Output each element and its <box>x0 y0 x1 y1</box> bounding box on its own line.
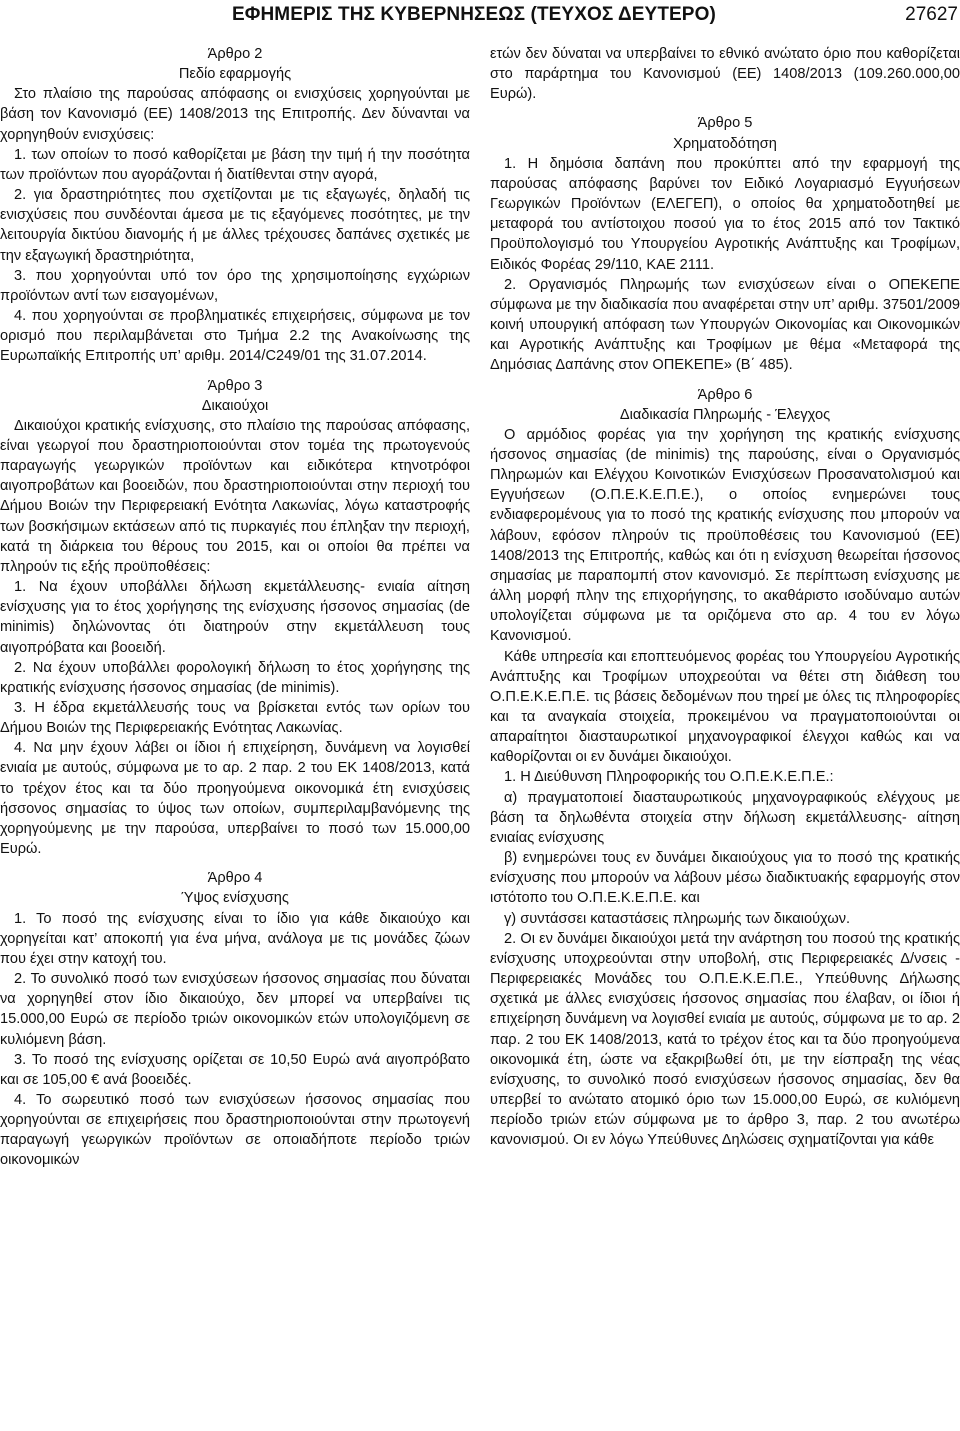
article-6-item-1c: γ) συντάσσει καταστάσεις πληρωμής των δικαιούχων. <box>504 910 851 927</box>
article-2-item-3: 3. που χορηγούνται υπό τον όρο της χρησιμοποίησης εγχώριων προϊόντων αντί των εισαγομένων, <box>0 267 470 304</box>
article-6-item-1b: β) ενημερώνει τους εν δυνάμει δικαιούχους για το ποσό της κρατικής ενίσχυσης που μπορούν να λάβουν μέσω διαδικτυακής εφαρμογής στον ιστότοπο του Ο.Π.Ε.Κ.Ε.Π.Ε. και <box>490 850 960 907</box>
article-2-title: Πεδίο εφαρμογής <box>178 66 292 83</box>
article-3-item-2: 2. Να έχουν υποβάλλει φορολογική δήλωση το έτος χορήγησης της κρατικής ενίσχυσης ήσσονος σημασίας (de minimis). <box>0 659 470 696</box>
article-3-item-4: 4. Να μην έχουν λάβει οι ίδιοι ή επιχείρηση, δυνάμενη να λογισθεί ενιαία με αυτούς, σύμφωνα με το αρ. 2 παρ. 2 του ΕΚ 1408/2013, κατά το τρέχον έτος και τα δύο προηγούμενα οικονομικά έτη ενισχύσεις ήσσονος σημασίας το ύψος των οποίων, συμπεριλαμβανόμενης της χορηγούμενης με την παρούσα, υπερβαίνει το ποσό των 15.000,00 Ευρώ. <box>0 740 470 858</box>
article-3-heading: Άρθρο 3 <box>207 377 263 394</box>
article-5-item-2: 2. Οργανισμός Πληρωμής των ενισχύσεων είναι ο ΟΠΕΚΕΠΕ σύμφωνα με την διαδικασία που αναφέρεται στην υπ’ αριθμ. 37501/2009 κοινή υπουργική απόφαση των Υπουργών Οικονομίας και Οικονομικών και Αγροτικής Ανάπτυξης και Τροφίμων με θέμα «Μεταφορά της Δημόσιας Δαπάνης στον ΟΠΕΚΕΠΕ» (Β΄ 485). <box>490 276 960 374</box>
right-column <box>490 44 960 1150</box>
article-2-item-2: 2. για δραστηριότητες που σχετίζονται με τις εξαγωγές, δηλαδή τις ενισχύσεις που συνδέονται άμεσα με τις εξαγόμενες ποσότητες, με την λειτουργία δικτύου διανομής ή με άλλες τρέχουσες δαπάνες σχετικές με την εξαγωγική δραστηριότητα, <box>0 187 470 264</box>
article-4-item-3: 3. Το ποσό της ενίσχυσης ορίζεται σε 10,50 Ευρώ ανά αιγοπρόβατο και σε 105,00 € ανά βοοειδές. <box>0 1051 470 1088</box>
article-3-paragraph: Δικαιούχοι κρατικής ενίσχυσης, στο πλαίσιο της παρούσας απόφασης, είναι γεωργοί που δραστηριοποιούνται στον τομέα της πρωτογενούς παραγωγής γεωργικών προϊόντων και ειδικότερα κτηνοτρόφοι αιγοπροβάτων και βοοειδών, που δραστηριοποιούνται στην περιοχή του Δήμου Βοιών την Περιφερειακή Ενότητα Λακωνίας, λόγω καταστροφής των βοσκήσιμων εκτάσεων από τις πυρκαγιές που έπληξαν την περιοχή, κατά τη διάρκεια του θέρους του 2015, και οι οποίοι θα πρέπει να πληρούν τις εξής προϋποθέσεις: <box>0 417 470 575</box>
article-5-item-1: 1. Η δημόσια δαπάνη που προκύπτει από την εφαρμογή της παρούσας απόφασης βαρύνει τον Ειδικό Λογαριασμό Εγγυήσεων Γεωργικών Προϊόντων (ΕΛΕΓΕΠ), ο οποίος θα χρηματοδοτηθεί με μεταφορά του αντίστοιχου ποσού για το έτος 2015 από τον Τακτικό Προϋπολογισμό του Υπουργείου Αγροτικής Ανάπτυξης και Τροφίμων, Ειδικός Φορέας 29/110, ΚΑΕ 2111. <box>490 155 960 273</box>
article-3-title: Δικαιούχοι <box>201 397 269 414</box>
article-4-title: Ύψος ενίσχυσης <box>181 890 289 907</box>
article-6-item-1: 1. Η Διεύθυνση Πληροφορικής του Ο.Π.Ε.Κ.Ε.Π.Ε.: <box>504 769 834 786</box>
article-6-heading: Άρθρο 6 <box>697 386 753 403</box>
article-2-heading: Άρθρο 2 <box>207 46 263 62</box>
article-4-item-2: 2. Το συνολικό ποσό των ενισχύσεων ήσσονος σημασίας που δύναται να χορηγηθεί στον ίδιο δικαιούχο, δεν μπορεί να υπερβαίνει τις 15.000,00 Ευρώ σε περίοδο τριών οικονομικών ετών υπολογιζόμενη σε κυλιόμενη βάση. <box>0 971 470 1048</box>
article-6-title: Διαδικασία Πληρωμής - Έλεγχος <box>619 406 831 423</box>
article-6-paragraph-1: Ο αρμόδιος φορέας για την χορήγηση της κρατικής ενίσχυσης ήσσονος σημασίας (de minimis) της παρούσης, είναι ο Οργανισμός Πληρωμών και Ελέγχου Κοινοτικών Ενισχύσεων Προσανατολισμού και Εγγυήσεων (Ο.Π.Ε.Κ.Ε.Π.Ε.), ο οποίος ενημερώνει τους ενδιαφερομένους για το ποσό της κρατικής ενίσχυσης που μπορούν να λάβουν, εφόσον πληρούν τις προϋποθέσεις του Κανονισμού (ΕΕ) 1408/2013 της Επιτροπής, καθώς και ότι η ενίσχυση θεωρείται ήσσονος σημασίας με παραπομπή στον κανονισμό. Σε περίπτωση ενίσχυσης με άλλη μορφή πλην της επιχορήγησης, το ακαθάριστο ισοδύναμο αυτών υπολογίζεται σύμφωνα με τα οριζόμενα στο αρ. 4 του εν λόγω Κανονισμού. <box>490 426 960 645</box>
article-4-heading: Άρθρο 4 <box>207 870 263 887</box>
article-4-item-4: 4. Το σωρευτικό ποσό των ενισχύσεων ήσσονος σημασίας που χορηγούνται σε επιχειρήσεις που δραστηριοποιούνται στην πρωτογενή παραγωγή γεωργικών προϊόντων σε οποιαδήποτε περίοδο τριών οικονομικών <box>0 1091 470 1169</box>
gazette-title: ΕΦΗΜΕΡΙΣ ΤΗΣ ΚΥΒΕΡΝΗΣΕΩΣ (ΤΕΥΧΟΣ ΔΕΥΤΕΡΟ) <box>232 4 716 25</box>
article-6-item-2: 2. Οι εν δυνάμει δικαιούχοι μετά την ανάρτηση του ποσού της κρατικής ενίσχυσης υποχρεούνται στην υποβολή, στις Περιφερειακές Δ/νσεις - Περιφερειακές Μονάδες του Ο.Π.Ε.Κ.Ε.Π.Ε., Υπεύθυνης Δήλωσης σχετικά με άλλες ενισχύσεις ήσσονος σημασίας που έλαβαν, οι ίδιοι ή επιχείρηση δυνάμενη να λογισθεί ενιαία με αυτούς, σύμφωνα με το αρ. 2 παρ. 2 του ΕΚ 1408/2013, κατά το τρέχον έτος και τα δύο προηγούμενα οικονομικά έτη, ώστε να εξακριβωθεί ότι, με την είσπραξη της νέας ενίσχυσης, το συνολικό ποσό ενισχύσεων ήσσονος σημασίας, δεν θα υπερβεί το ανώτατο ατομικό όριο των 15.000,00 Ευρώ, σε κυλιόμενη περίοδο τριών ετών σύμφωνα με το άρθρο 3, παρ. 2 του ανωτέρω κανονισμού. Οι εν λόγω Υπεύθυνες Δηλώσεις σχηματίζονται για κάθε <box>490 930 960 1149</box>
continued-paragraph: ετών δεν δύναται να υπερβαίνει το εθνικό ανώτατο όριο που καθορίζεται στο παράρτημα του Κανονισμού (ΕΕ) 1408/2013 (109.260.000,00 Ευρώ). <box>490 46 960 103</box>
article-5-title: Χρηματοδότηση <box>673 135 777 152</box>
article-3-item-1: 1. Να έχουν υποβάλλει δήλωση εκμετάλλευσης- ενιαία αίτηση ενίσχυσης για το έτος χορήγησης της ενίσχυσης ήσσονος σημασίας (de minimis) δηλώνοντας ότι διατηρούν στην εκμετάλλευση τους αιγοπρόβατα και βοοειδή. <box>0 579 470 656</box>
article-4-item-1: 1. Το ποσό της ενίσχυσης είναι το ίδιο για κάθε δικαιούχο και χορηγείται κατ’ αποκοπή για ένα μήνα, ανάλογα με τις μονάδες ζώων που έχει στην κατοχή του. <box>0 910 470 967</box>
article-6-item-1a: α) πραγματοποιεί διασταυρωτικούς μηχανογραφικούς ελέγχους με βάση τα δηλωθέντα στοιχεία στην δήλωση εκμετάλλευσης- αίτηση ενιαίας ενίσχυσης <box>490 789 960 846</box>
left-column <box>0 44 470 1171</box>
article-6-paragraph-2: Κάθε υπηρεσία και εποπτευόμενος φορέας του Υπουργείου Αγροτικής Ανάπτυξης και Τροφίμων υποχρεούται να θέτει στη διάθεση του Ο.Π.Ε.Κ.Ε.Π.Ε. τις βάσεις δεδομένων που τηρεί με όλες τις πληροφορίες και τα αναγκαία στοιχεία, προκειμένου να πραγματοποιούνται οι απαραίτητοι διασταυρωτικοί μηχανογραφικοί έλεγχοι καθώς και να καθορίζονται οι εν δυνάμει δικαιούχοι. <box>490 648 960 766</box>
article-3-item-3: 3. Η έδρα εκμετάλλευσής τους να βρίσκεται εντός των ορίων του Δήμου Βοιών της Περιφερειακής Ενότητας Λακωνίας. <box>0 700 470 737</box>
article-2-item-4: 4. που χορηγούνται σε προβληματικές επιχειρήσεις, σύμφωνα με τον ορισμό που περιλαμβάνεται στο Τμήμα 2.2 της Ανακοίνωσης της Ευρωπαϊκής Επιτροπής υπ’ αριθμ. 2014/C249/01 της 31.07.2014. <box>0 308 470 365</box>
page-number: 27627 <box>905 4 958 25</box>
page-header <box>0 0 960 34</box>
article-2-paragraph: Στο πλαίσιο της παρούσας απόφασης οι ενισχύσεις χορηγούνται με βάση τον Κανονισμό (ΕΕ) 1408/2013 της Επιτροπής. Δεν δύνανται να χορηγηθούν ενισχύσεις: <box>0 86 470 143</box>
article-5-heading: Άρθρο 5 <box>697 115 753 132</box>
article-2-item-1: 1. των οποίων το ποσό καθορίζεται με βάση την τιμή ή την ποσότητα των προϊόντων που αγοράζονται ή διατίθενται στην αγορά, <box>0 146 470 183</box>
